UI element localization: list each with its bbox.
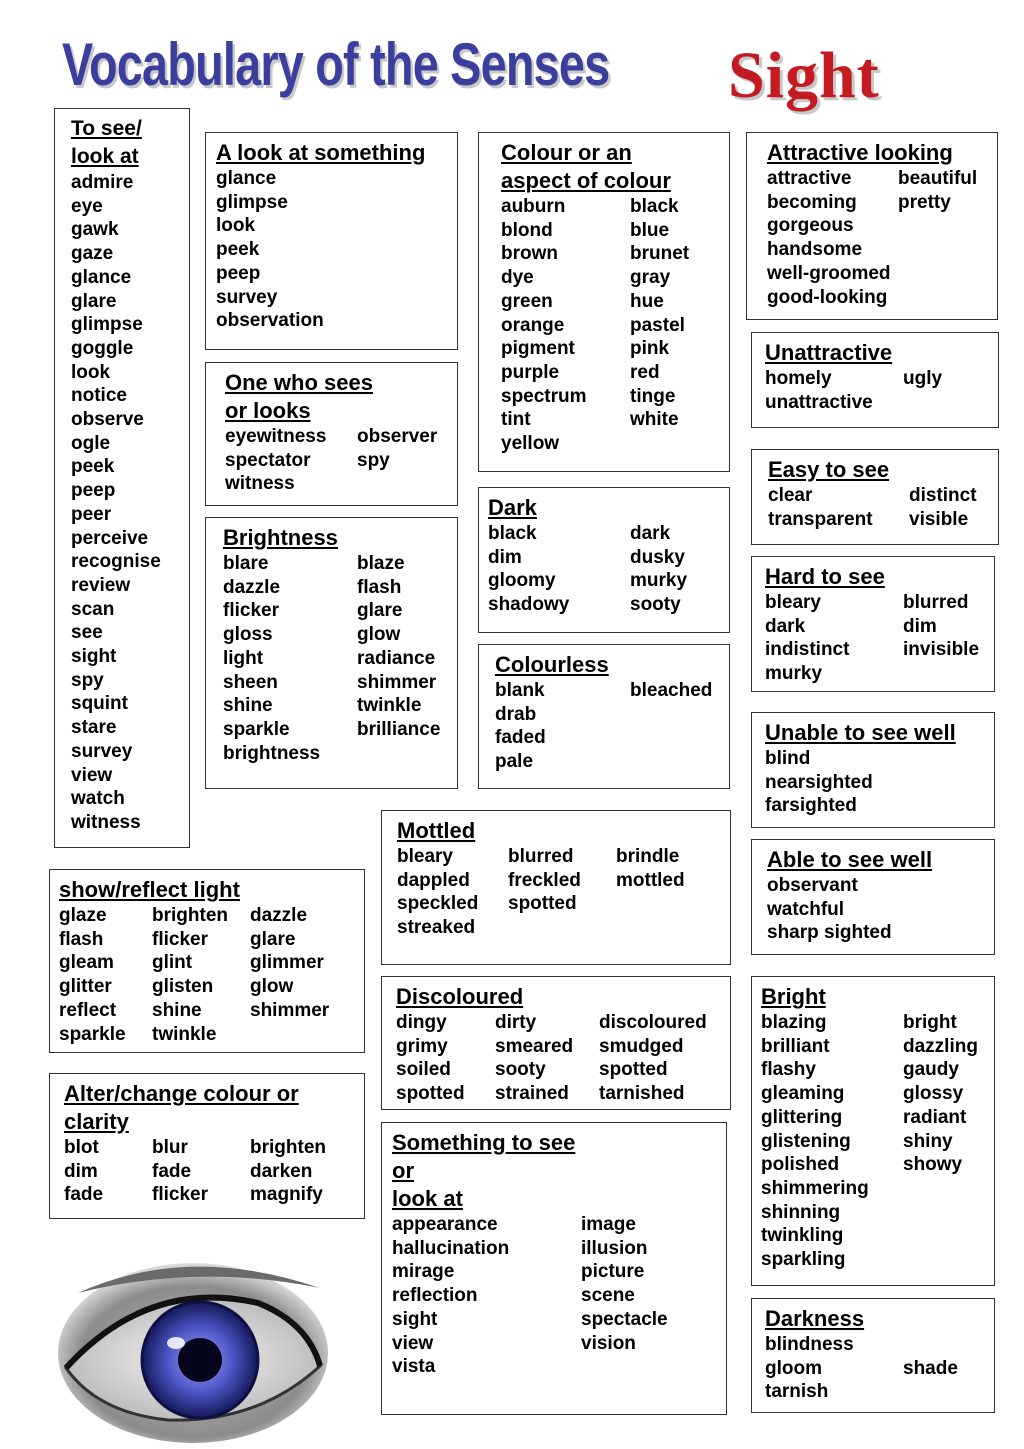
- word: [903, 1177, 1003, 1201]
- word: vista: [392, 1356, 436, 1378]
- word: blare: [223, 553, 269, 574]
- word: tinge: [630, 385, 676, 407]
- word: blurred: [903, 592, 969, 613]
- word: goggle: [71, 337, 134, 359]
- section-a-look: [205, 132, 458, 350]
- word-grid: [765, 1333, 994, 1404]
- word: brown: [501, 243, 558, 265]
- word: hue: [630, 290, 664, 312]
- word: shinning: [761, 1201, 841, 1223]
- word: flash: [357, 576, 402, 598]
- word-list: [216, 167, 457, 333]
- section-title: Darkness: [765, 1306, 865, 1331]
- word: tarnished: [599, 1083, 685, 1105]
- word: black: [488, 523, 537, 544]
- word: observant: [767, 875, 858, 896]
- word-grid: [59, 904, 364, 1046]
- word: brighten: [152, 905, 228, 926]
- word: bleary: [397, 846, 453, 867]
- word: glance: [71, 266, 132, 288]
- word: [898, 238, 998, 262]
- word: dazzling: [903, 1035, 978, 1057]
- word-grid: [397, 845, 730, 940]
- word: perceive: [71, 527, 149, 549]
- section-title: Attractive looking: [767, 140, 953, 165]
- section-dark: [478, 487, 730, 633]
- word: brilliance: [357, 718, 441, 740]
- word: peep: [71, 480, 116, 502]
- word: glimmer: [250, 952, 324, 974]
- word-grid: [64, 1136, 364, 1207]
- word: gleaming: [761, 1083, 845, 1105]
- section-title: Easy to see: [768, 457, 890, 482]
- word: homely: [765, 368, 832, 389]
- word: glance: [216, 168, 277, 189]
- word-grid: [488, 522, 729, 617]
- word: blurred: [508, 846, 574, 867]
- word: indistinct: [765, 639, 850, 661]
- word: sheen: [223, 671, 278, 693]
- section-title: Able to see well: [767, 847, 933, 872]
- word: shimmering: [761, 1177, 869, 1199]
- word: showy: [903, 1154, 963, 1176]
- word: speckled: [397, 893, 479, 915]
- section-title: Unattractive: [765, 340, 893, 365]
- word: shiny: [903, 1130, 953, 1152]
- word: [903, 1224, 1003, 1248]
- word: blond: [501, 219, 553, 241]
- word: gorgeous: [767, 215, 854, 237]
- word: blot: [64, 1137, 99, 1158]
- word: [898, 262, 998, 286]
- word: blaze: [357, 553, 405, 574]
- section-alter: [49, 1073, 365, 1219]
- word: spotted: [599, 1059, 668, 1081]
- word: shine: [152, 999, 202, 1021]
- section-title: To see/ look at: [71, 117, 142, 168]
- word: look: [71, 361, 111, 383]
- word: flash: [59, 928, 104, 950]
- word: dim: [64, 1160, 98, 1182]
- word: glistening: [761, 1130, 851, 1152]
- word: purple: [501, 361, 560, 383]
- section-one-who-sees: [205, 362, 458, 506]
- word: auburn: [501, 196, 566, 217]
- word: radiant: [903, 1106, 967, 1128]
- word: sparkle: [223, 718, 290, 740]
- word-grid: [495, 679, 729, 774]
- section-title: Colourless: [495, 652, 609, 677]
- section-bright: [751, 976, 995, 1286]
- section-title: Dark: [488, 495, 537, 520]
- section-title: Brightness: [223, 525, 338, 550]
- word: tint: [501, 409, 531, 431]
- word: gloom: [765, 1357, 822, 1379]
- word: blank: [495, 680, 545, 701]
- word: brilliant: [761, 1035, 830, 1057]
- word: glow: [357, 624, 401, 646]
- word: black: [630, 196, 679, 217]
- word: dye: [501, 267, 534, 289]
- word: pigment: [501, 338, 575, 360]
- word: dusky: [630, 546, 685, 568]
- word: glossy: [903, 1083, 964, 1105]
- word: hallucination: [392, 1237, 510, 1259]
- word: dappled: [397, 869, 470, 891]
- word: polished: [761, 1154, 840, 1176]
- section-title: show/reflect light: [59, 877, 240, 902]
- word: twinkle: [152, 1023, 217, 1045]
- word: gray: [630, 267, 671, 289]
- section-mottled: [381, 810, 731, 965]
- word: magnify: [250, 1184, 323, 1206]
- section-title: Discoloured: [396, 984, 524, 1009]
- word: shimmer: [250, 999, 330, 1021]
- word-list: [765, 747, 994, 818]
- word: eye: [71, 195, 103, 217]
- section-able: [751, 839, 995, 955]
- word: witness: [225, 473, 295, 495]
- word: spy: [357, 449, 390, 471]
- word: see: [71, 622, 103, 644]
- word: clear: [768, 485, 813, 506]
- word: [616, 892, 716, 916]
- page-subtitle: Sight: [728, 39, 880, 112]
- word: dark: [630, 523, 671, 544]
- word: attractive: [767, 168, 852, 189]
- word: peek: [216, 239, 260, 261]
- word: peek: [71, 456, 115, 478]
- word: reflect: [59, 999, 117, 1021]
- word: bright: [903, 1012, 957, 1033]
- word: scan: [71, 598, 115, 620]
- word: reflection: [392, 1285, 478, 1307]
- section-title: Bright: [761, 984, 826, 1009]
- word: witness: [71, 811, 141, 833]
- word: sight: [392, 1308, 438, 1330]
- word: sooty: [630, 594, 681, 616]
- word: glitter: [59, 976, 112, 998]
- section-title: Colour or an aspect of colour: [501, 140, 671, 193]
- word: watchful: [767, 898, 845, 920]
- word: blazing: [761, 1012, 827, 1033]
- section-unattractive: [751, 332, 999, 428]
- word: yellow: [501, 433, 560, 455]
- word: white: [630, 409, 679, 431]
- word: pale: [495, 751, 534, 773]
- word: [630, 726, 730, 750]
- word: grimy: [396, 1035, 448, 1057]
- word-grid: [761, 1011, 994, 1272]
- word: observer: [357, 426, 438, 447]
- word-grid: [765, 367, 998, 414]
- word-grid: [392, 1213, 726, 1379]
- word: farsighted: [765, 795, 857, 817]
- eye-highlight: [167, 1337, 185, 1349]
- word: glare: [71, 290, 117, 312]
- section-title: Hard to see: [765, 564, 885, 589]
- word: dim: [903, 615, 937, 637]
- section-hard: [751, 556, 995, 692]
- word: soiled: [396, 1059, 451, 1081]
- word: brindle: [616, 846, 680, 867]
- word: dingy: [396, 1012, 447, 1033]
- word: light: [223, 647, 264, 669]
- word: [630, 703, 730, 727]
- word: drab: [495, 703, 537, 725]
- word: glint: [152, 952, 193, 974]
- word: murky: [765, 663, 823, 685]
- word: [898, 214, 998, 238]
- word: flicker: [152, 928, 208, 950]
- word: survey: [216, 286, 278, 308]
- word: glow: [250, 976, 294, 998]
- word: brighten: [250, 1137, 326, 1158]
- word: sooty: [495, 1059, 546, 1081]
- word: glisten: [152, 976, 214, 998]
- word-list: [71, 171, 189, 835]
- word: distinct: [909, 485, 977, 506]
- word: beautiful: [898, 168, 978, 189]
- section-attractive: [746, 132, 998, 320]
- word: invisible: [903, 639, 980, 661]
- word: dark: [765, 615, 806, 637]
- word: glimpse: [71, 314, 143, 336]
- word: ugly: [903, 368, 943, 389]
- word: shadowy: [488, 594, 570, 616]
- word: notice: [71, 385, 127, 407]
- section-colour: [478, 132, 730, 472]
- word: squint: [71, 693, 128, 715]
- word: mirage: [392, 1261, 455, 1283]
- word: scene: [581, 1285, 635, 1307]
- word: dim: [488, 546, 522, 568]
- section-discoloured: [381, 976, 731, 1110]
- section-title: Mottled: [397, 818, 476, 843]
- word: shine: [223, 695, 273, 717]
- word: view: [392, 1332, 434, 1354]
- word-list: [767, 874, 994, 945]
- word: faded: [495, 727, 546, 749]
- word: ogle: [71, 432, 111, 454]
- word: good-looking: [767, 286, 888, 308]
- word: glare: [357, 600, 403, 622]
- word: orange: [501, 314, 565, 336]
- eye-illustration: [58, 1248, 328, 1443]
- word: blindness: [765, 1334, 854, 1355]
- word: sight: [71, 646, 117, 668]
- word: smudged: [599, 1035, 684, 1057]
- word: gaze: [71, 243, 114, 265]
- word: visible: [909, 508, 969, 530]
- word: blur: [152, 1137, 188, 1158]
- word: gawk: [71, 219, 119, 241]
- section-show-reflect: [49, 869, 365, 1053]
- word: [903, 1201, 1003, 1225]
- word: illusion: [581, 1237, 648, 1259]
- word: observe: [71, 409, 144, 431]
- word: peep: [216, 262, 261, 284]
- word-grid: [223, 552, 457, 765]
- word: sparkling: [761, 1249, 846, 1271]
- section-title: Alter/change colour or clarity: [64, 1081, 299, 1134]
- word: stare: [71, 717, 117, 739]
- word: radiance: [357, 647, 436, 669]
- word: view: [71, 764, 113, 786]
- word: discoloured: [599, 1012, 707, 1033]
- word-grid: [501, 195, 729, 456]
- word: pink: [630, 338, 670, 360]
- section-easy: [751, 449, 999, 545]
- word: spy: [71, 669, 104, 691]
- word: brunet: [630, 243, 690, 265]
- word: glimpse: [216, 191, 288, 213]
- word: dazzle: [223, 576, 281, 598]
- page-title: Vocabulary of the Senses: [62, 31, 610, 98]
- section-colourless: [478, 644, 730, 789]
- word: spectator: [225, 449, 311, 471]
- word: transparent: [768, 508, 873, 530]
- section-to-see: [54, 108, 190, 848]
- word: fade: [152, 1160, 192, 1182]
- word: tarnish: [765, 1381, 829, 1403]
- word: freckled: [508, 869, 581, 891]
- word: review: [71, 574, 131, 596]
- word: observation: [216, 310, 324, 332]
- word: gloss: [223, 624, 273, 646]
- section-brightness: [205, 517, 458, 789]
- word: gloomy: [488, 570, 556, 592]
- word: brightness: [223, 742, 321, 764]
- word: murky: [630, 570, 688, 592]
- word: twinkling: [761, 1225, 844, 1247]
- word: blue: [630, 219, 670, 241]
- word-grid: [396, 1011, 730, 1106]
- word: watch: [71, 788, 125, 810]
- word: admire: [71, 172, 134, 193]
- word-grid: [768, 484, 998, 531]
- word: shade: [903, 1357, 958, 1379]
- word: appearance: [392, 1214, 498, 1235]
- word: gaudy: [903, 1059, 959, 1081]
- word: glare: [250, 928, 296, 950]
- word: flicker: [223, 600, 279, 622]
- word: flashy: [761, 1059, 816, 1081]
- word: look: [216, 215, 256, 237]
- word: darken: [250, 1160, 313, 1182]
- section-title: Something to see or look at: [392, 1130, 576, 1211]
- word: spotted: [508, 893, 577, 915]
- word: nearsighted: [765, 771, 873, 793]
- word: well-groomed: [767, 262, 891, 284]
- word: vision: [581, 1332, 636, 1354]
- word: [903, 1333, 1003, 1357]
- word: shimmer: [357, 671, 437, 693]
- word: bleached: [630, 680, 713, 701]
- section-unable: [751, 712, 995, 828]
- word: strained: [495, 1083, 569, 1105]
- section-title: One who sees or looks: [225, 370, 373, 423]
- word: image: [581, 1214, 636, 1235]
- word: spectrum: [501, 385, 587, 407]
- word: glaze: [59, 905, 107, 926]
- word-grid: [765, 591, 994, 686]
- word: spotted: [396, 1083, 465, 1105]
- word: red: [630, 361, 660, 383]
- word: sparkle: [59, 1023, 126, 1045]
- word: glittering: [761, 1106, 843, 1128]
- word-grid: [767, 167, 997, 309]
- section-title: Unable to see well: [765, 720, 956, 745]
- word: dazzle: [250, 905, 308, 926]
- word: green: [501, 290, 553, 312]
- word: dirty: [495, 1012, 537, 1033]
- section-title: A look at something: [216, 140, 426, 165]
- word-grid: [225, 425, 457, 496]
- word: spectacle: [581, 1308, 668, 1330]
- word: picture: [581, 1261, 645, 1283]
- word: eyewitness: [225, 426, 327, 447]
- word: sharp sighted: [767, 922, 892, 944]
- word: gleam: [59, 952, 114, 974]
- word: smeared: [495, 1035, 574, 1057]
- word: twinkle: [357, 695, 422, 717]
- word: survey: [71, 740, 133, 762]
- word: peer: [71, 503, 112, 525]
- word: recognise: [71, 551, 161, 573]
- word: mottled: [616, 869, 685, 891]
- word: streaked: [397, 917, 476, 939]
- word: handsome: [767, 239, 863, 261]
- word: pretty: [898, 191, 951, 213]
- section-something: [381, 1122, 727, 1415]
- word: blind: [765, 748, 811, 769]
- word: fade: [64, 1184, 104, 1206]
- section-darkness: [751, 1298, 995, 1413]
- word: unattractive: [765, 391, 873, 413]
- word: flicker: [152, 1184, 208, 1206]
- word: pastel: [630, 314, 685, 336]
- word: bleary: [765, 592, 821, 613]
- word: becoming: [767, 191, 857, 213]
